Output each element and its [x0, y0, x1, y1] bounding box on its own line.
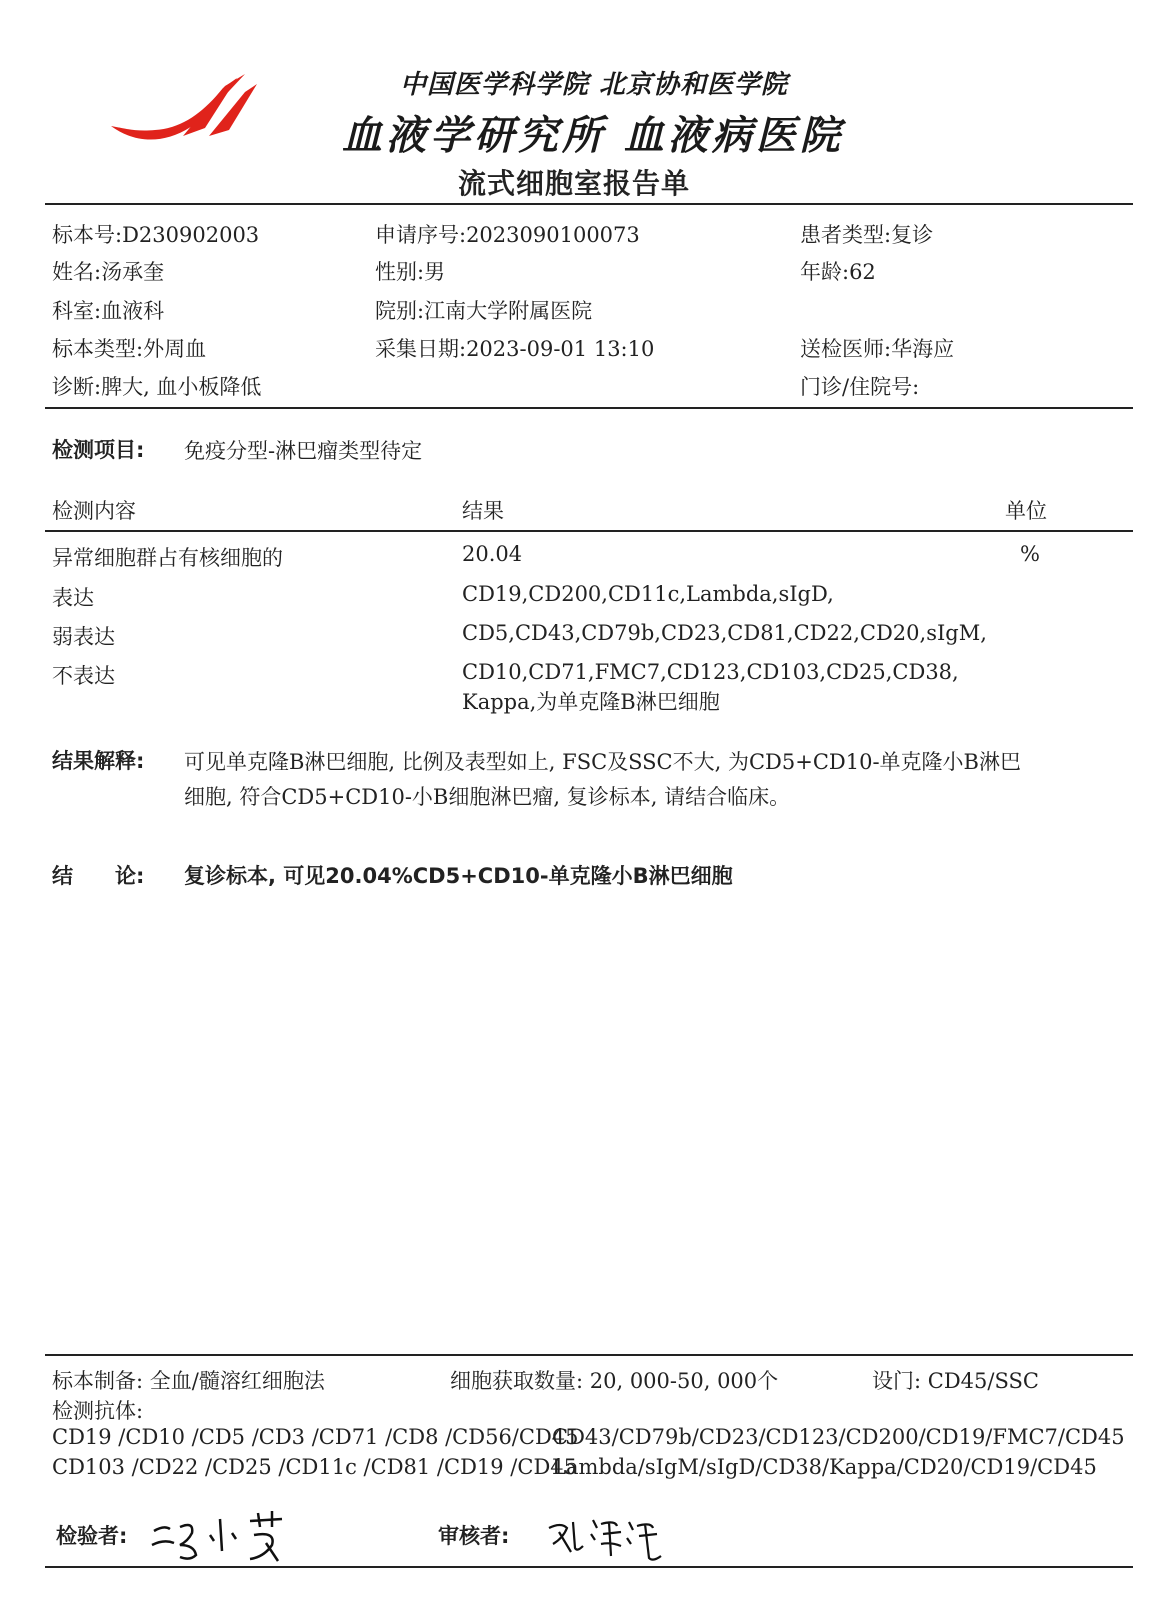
specimen-prep: 标本制备: 全血/髓溶红细胞法: [52, 1369, 325, 1393]
gate: 设门: CD45/SSC: [872, 1369, 1039, 1393]
table-row-value-cont: Kappa,为单克隆B淋巴细胞: [462, 690, 720, 714]
specimen-no: 标本号:D230902003: [52, 223, 260, 247]
antibody-label: 检测抗体:: [52, 1399, 144, 1423]
collect-date: 采集日期:2023-09-01 13:10: [375, 337, 655, 361]
interpretation-label: 结果解释:: [52, 749, 145, 773]
bottom-divider: [45, 1566, 1133, 1568]
patient-age: 年龄:62: [800, 260, 876, 284]
inspector-signature: [150, 1505, 290, 1565]
conclusion-text: 复诊标本, 可见20.04%CD5+CD10-单克隆小B淋巴细胞: [184, 864, 733, 888]
antibody-panel: Lambda/sIgM/sIgD/CD38/Kappa/CD20/CD19/CD45: [552, 1455, 1097, 1479]
table-row-label: 表达: [52, 586, 94, 610]
hospital: 院别:江南大学附属医院: [375, 299, 593, 323]
test-item-value: 免疫分型-淋巴瘤类型待定: [184, 439, 423, 463]
patient-sex: 性别:男: [375, 260, 446, 284]
patient-type: 患者类型:复诊: [800, 223, 934, 247]
request-no: 申请序号:2023090100073: [375, 223, 640, 247]
header-divider: [45, 203, 1133, 205]
col-header-result: 结果: [462, 499, 504, 523]
reviewer-label: 审核者:: [438, 1524, 510, 1548]
table-row-label: 异常细胞群占有核细胞的: [52, 546, 283, 570]
antibody-panel: CD43/CD79b/CD23/CD123/CD200/CD19/FMC7/CD45: [552, 1425, 1125, 1449]
inspector-label: 检验者:: [56, 1524, 128, 1548]
institute-logo: [105, 66, 265, 150]
table-row-unit: %: [1020, 542, 1040, 566]
table-row-label: 弱表达: [52, 625, 115, 649]
referring-doctor: 送检医师:华海应: [800, 337, 955, 361]
interpretation-line1: 可见单克隆B淋巴细胞, 比例及表型如上, FSC及SSC不大, 为CD5+CD10-单克隆小B淋巴: [184, 750, 1021, 774]
institute-name-line2: 血液学研究所 血液病医院: [342, 112, 844, 159]
diagnosis: 诊断:脾大, 血小板降低: [52, 375, 262, 399]
specimen-type: 标本类型:外周血: [52, 337, 207, 361]
table-header-divider: [45, 530, 1133, 532]
col-header-content: 检测内容: [52, 499, 136, 523]
institute-name-line1: 中国医学科学院 北京协和医学院: [400, 70, 789, 100]
test-item-label: 检测项目:: [52, 438, 145, 462]
patient-divider: [45, 407, 1133, 409]
table-row-value: CD5,CD43,CD79b,CD23,CD81,CD22,CD20,sIgM,: [462, 621, 987, 645]
interpretation-line2: 细胞, 符合CD5+CD10-小B细胞淋巴瘤, 复诊标本, 请结合临床。: [184, 785, 791, 809]
col-header-unit: 单位: [1005, 499, 1047, 523]
report-title: 流式细胞室报告单: [458, 167, 691, 200]
cell-count: 细胞获取数量: 20, 000-50, 000个: [450, 1369, 779, 1393]
antibody-panel: CD103 /CD22 /CD25 /CD11c /CD81 /CD19 /CD45: [52, 1455, 578, 1479]
antibody-panel: CD19 /CD10 /CD5 /CD3 /CD71 /CD8 /CD56/CD45: [52, 1425, 579, 1449]
patient-name: 姓名:汤承奎: [52, 260, 165, 284]
table-row-value: CD19,CD200,CD11c,Lambda,sIgD,: [462, 582, 834, 606]
table-row-label: 不表达: [52, 664, 115, 688]
reviewer-signature: [545, 1508, 665, 1563]
table-row-value: 20.04: [462, 542, 523, 566]
conclusion-label: 结 论:: [52, 864, 145, 888]
department: 科室:血液科: [52, 299, 165, 323]
clinic-no: 门诊/住院号:: [800, 375, 920, 399]
table-row-value: CD10,CD71,FMC7,CD123,CD103,CD25,CD38,: [462, 660, 959, 684]
footer-divider: [45, 1354, 1133, 1356]
